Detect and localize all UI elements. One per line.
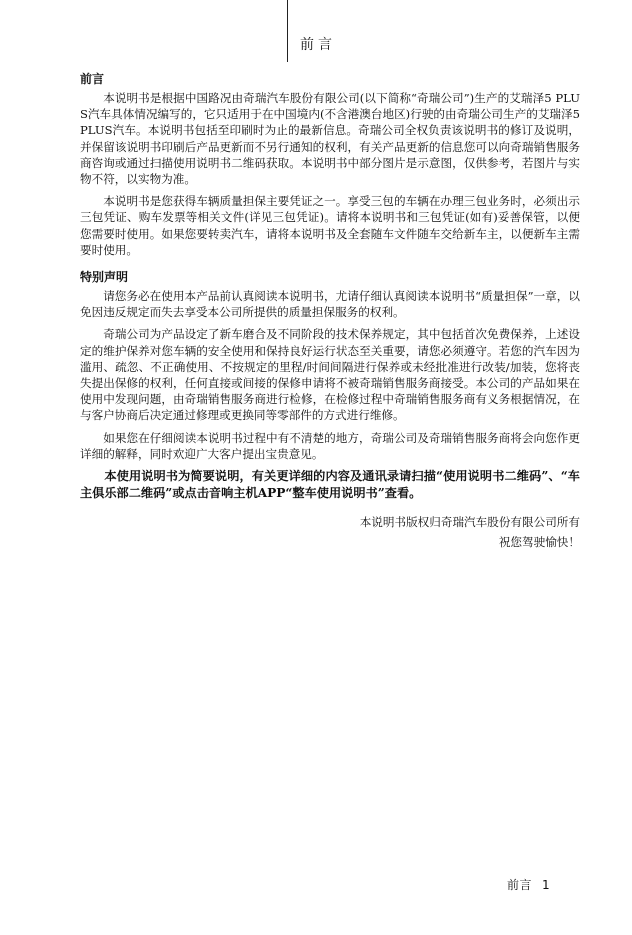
brief-manual-notice: 本使用说明书为简要说明，有关更详细的内容及通讯录请扫描“使用说明书二维码”、“车主俱乐部二维码”或点击音响主机APP“整车使用说明书”查看。 xyxy=(80,469,580,501)
running-header-title: 前言 xyxy=(300,37,336,53)
page-number: 1 xyxy=(542,878,551,892)
copyright-statement: 本说明书版权归奇瑞汽车股份有限公司所有 xyxy=(359,515,580,530)
section-heading-special-statement: 特别声明 xyxy=(80,270,129,285)
special-statement-paragraph: 奇瑞公司为产品设定了新车磨合及不同阶段的技术保养规定，其中包括首次免费保养，上述设定的维护保养对您车辆的安全使用和保持良好运行状态至关重要，请您必须遵守。若您的汽车因为滥用、疏忽、不正确使用、不按规定的里程/时间间隔进行保养或未经批准进行改装/加装，您将丧失提出保修的权利，任何直接或间接的保修申请将不被奇瑞销售服务商接受。本公司的产品如果在使用中发现问题，由奇瑞销售服务商进行检修，在检修过程中奇瑞销售服务商有义务根据情况，在与客户协商后决定通过修理或更换同等零部件的方式进行维修。 xyxy=(80,327,580,423)
preface-paragraph: 本说明书是根据中国路况由奇瑞汽车股份有限公司(以下简称“奇瑞公司”)生产的艾瑞泽5 PLUS汽车具体情况编写的，它只适用于在中国境内(不含港澳台地区)行驶的由奇瑞公司生产的艾瑞泽5 PLUS汽车。本说明书包括至印刷时为止的最新信息。奇瑞公司全权负责该说明书的修订及说明，并保留该说明书印刷后产品更新而不另行通知的权利，有关产品更新的信息您可以向奇瑞销售服务商咨询或通过扫描使用说明书二维码获取。本说明书中部分图片是示意图，仅供参考，若图片与实物不符，以实物为准。 xyxy=(80,91,580,187)
special-statement-paragraph: 如果您在仔细阅读本说明书过程中有不清楚的地方，奇瑞公司及奇瑞销售服务商将会向您作更详细的解释，同时欢迎广大客户提出宝贵意见。 xyxy=(80,430,580,461)
footer-section-label: 前言 xyxy=(507,878,533,892)
signature-block xyxy=(80,512,580,552)
section-heading-preface: 前言 xyxy=(80,72,105,86)
page-footer xyxy=(507,876,550,893)
page-content xyxy=(80,70,580,552)
special-statement-paragraph: 请您务必在使用本产品前认真阅读本说明书，尤请仔细认真阅读本说明书“质量担保”一章，以免因违反规定而失去享受本公司所提供的质量担保服务的权利。 xyxy=(80,289,580,320)
preface-paragraph: 本说明书是您获得车辆质量担保主要凭证之一。享受三包的车辆在办理三包业务时，必须出示三包凭证、购车发票等相关文件(详见三包凭证)。请将本说明书和三包凭证(如有)妥善保管，以便您需要时使用。如果您要转卖汽车，请将本说明书及全套随车文件随车交给新车主，以便新车主需要时使用。 xyxy=(80,194,580,257)
closing-wishes: 祝您驾驶愉快！ xyxy=(498,535,580,550)
header-divider xyxy=(287,0,288,62)
